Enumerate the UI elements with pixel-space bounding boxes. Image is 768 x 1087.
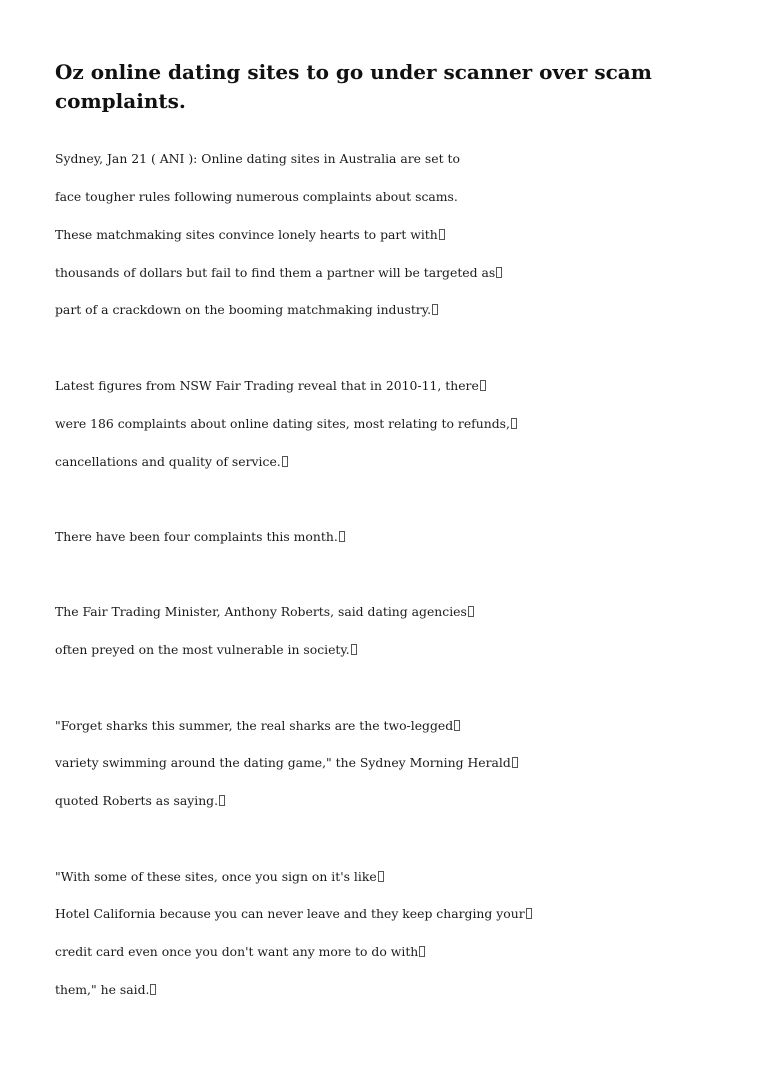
line-text: them," he said. — [55, 982, 150, 997]
missing-glyph-box — [512, 757, 518, 768]
body-line — [55, 416, 517, 432]
body-line — [55, 265, 502, 281]
line-text: part of a crackdown on the booming matchmaking industry. — [55, 302, 432, 317]
line-text: There have been four complaints this month. — [55, 529, 338, 544]
body-line — [55, 227, 445, 243]
line-text: credit card even once you don't want any more to do with — [55, 944, 419, 959]
line-text: thousands of dollars but fail to find them a partner will be targeted as — [55, 265, 496, 280]
missing-glyph-box — [526, 908, 532, 919]
line-text: often preyed on the most vulnerable in society. — [55, 642, 350, 657]
missing-glyph-box — [439, 229, 445, 240]
missing-glyph-box — [150, 984, 156, 995]
missing-glyph-box — [351, 644, 357, 655]
missing-glyph-box — [219, 795, 225, 806]
line-text: "With some of these sites, once you sign on it's like — [55, 869, 377, 884]
missing-glyph-box — [419, 946, 425, 957]
article-title: Oz online dating sites to go under scanner over scam complaints. — [55, 60, 652, 113]
body-line — [55, 454, 288, 470]
body-line — [55, 642, 357, 658]
body-line — [55, 718, 460, 734]
missing-glyph-box — [339, 531, 345, 542]
line-text: were 186 complaints about online dating sites, most relating to refunds, — [55, 416, 510, 431]
line-text: These matchmaking sites convince lonely hearts to part with — [55, 227, 438, 242]
body-line — [55, 755, 518, 771]
missing-glyph-box — [511, 418, 517, 429]
body-line — [55, 189, 458, 205]
body-line — [55, 906, 532, 922]
line-text: "Forget sharks this summer, the real sharks are the two-legged — [55, 718, 454, 733]
body-line — [55, 302, 438, 318]
line-text: variety swimming around the dating game," the Sydney Morning Herald — [55, 755, 511, 770]
missing-glyph-box — [282, 456, 288, 467]
body-line — [55, 793, 225, 809]
missing-glyph-box — [432, 304, 438, 315]
body-line — [55, 529, 345, 545]
missing-glyph-box — [468, 606, 474, 617]
missing-glyph-box — [378, 871, 384, 882]
missing-glyph-box — [480, 380, 486, 391]
missing-glyph-box — [496, 267, 502, 278]
body-line — [55, 869, 384, 885]
line-text: face tougher rules following numerous complaints about scams. — [55, 189, 458, 204]
body-line — [55, 151, 460, 167]
line-text: Hotel California because you can never leave and they keep charging your — [55, 906, 525, 921]
body-line — [55, 982, 156, 998]
missing-glyph-box — [454, 720, 460, 731]
body-line — [55, 378, 486, 394]
line-text: quoted Roberts as saying. — [55, 793, 219, 808]
line-text: Sydney, Jan 21 ( ANI ): Online dating sites in Australia are set to — [55, 151, 460, 166]
body-line — [55, 944, 425, 960]
body-line — [55, 604, 474, 620]
line-text: The Fair Trading Minister, Anthony Roberts, said dating agencies — [55, 604, 467, 619]
line-text: cancellations and quality of service. — [55, 454, 281, 469]
line-text: Latest figures from NSW Fair Trading reveal that in 2010-11, there — [55, 378, 479, 393]
